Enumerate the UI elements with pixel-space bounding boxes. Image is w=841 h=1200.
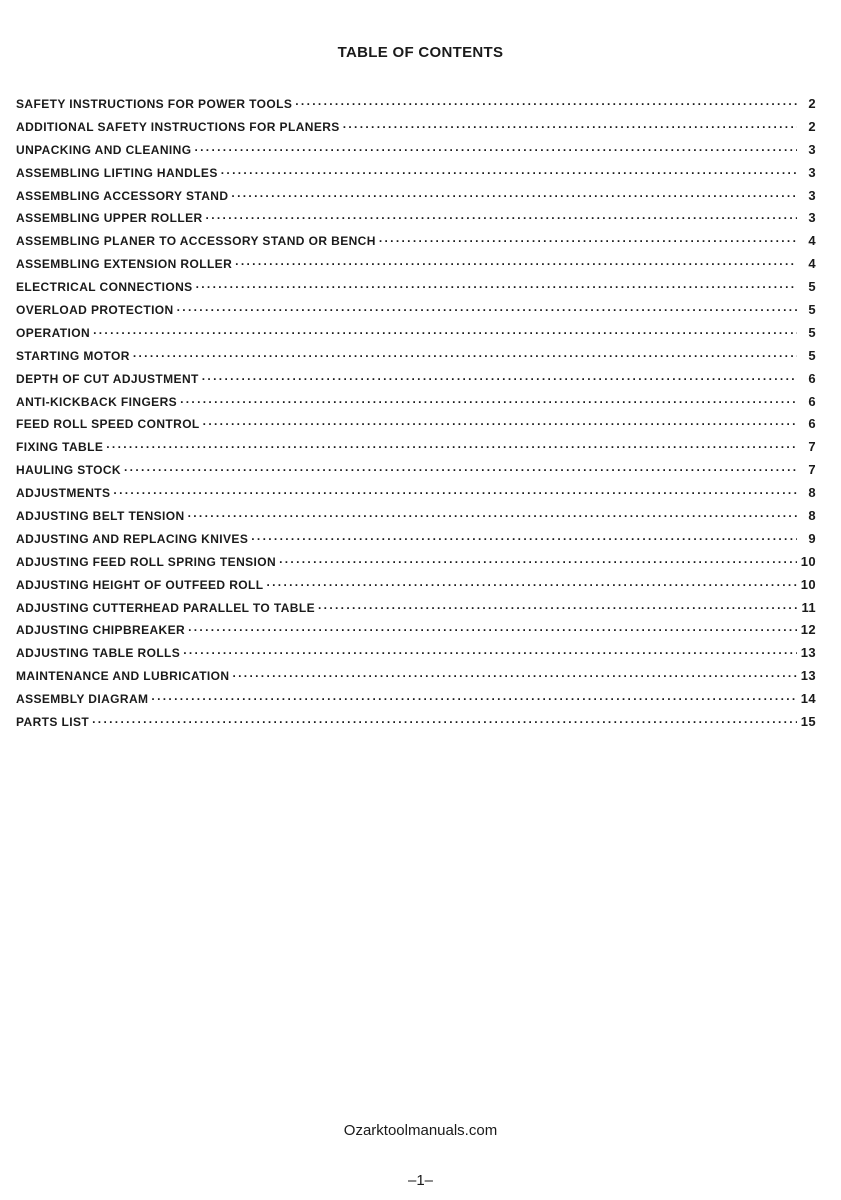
toc-entry-label: ADJUSTING TABLE ROLLS: [16, 646, 181, 661]
dot-leader: [202, 371, 797, 383]
dot-leader: [279, 554, 797, 566]
toc-entry: [16, 188, 816, 211]
toc-entry-label: OVERLOAD PROTECTION: [16, 303, 174, 318]
toc-entry-label: ASSEMBLY DIAGRAM: [16, 692, 149, 707]
dot-leader: [196, 279, 797, 291]
toc-entry-label: ANTI-KICKBACK FINGERS: [16, 394, 178, 409]
toc-entry-label: ADJUSTING BELT TENSION: [16, 509, 185, 524]
toc-entry-label: UNPACKING AND CLEANING: [16, 142, 192, 157]
toc-entry-page: 3: [808, 210, 816, 226]
toc-entry: [16, 645, 816, 668]
toc-entry-page: 6: [808, 416, 816, 432]
toc-entry-page: 2: [808, 118, 816, 134]
toc-entry-label: ADJUSTING FEED ROLL SPRING TENSION: [16, 554, 277, 569]
toc-entry-label: SAFETY INSTRUCTIONS FOR POWER TOOLS: [16, 97, 293, 111]
dot-leader: [188, 622, 797, 634]
toc-entry-label: ASSEMBLING ACCESSORY STAND: [16, 188, 229, 203]
toc-entry-label: ADJUSTING CHIPBREAKER: [16, 623, 186, 638]
toc-entry: [16, 462, 816, 485]
toc-entry-page: 7: [808, 462, 816, 478]
toc-entry-page: 4: [808, 256, 816, 272]
toc-entry: [16, 142, 816, 165]
dot-leader: [92, 714, 797, 726]
dot-leader: [177, 302, 797, 314]
toc-entry-page: 3: [808, 164, 816, 180]
toc-entry-page: 13: [800, 645, 816, 661]
toc-entry: [16, 371, 816, 394]
toc-entry-page: 8: [808, 508, 816, 524]
toc-entry-page: 9: [808, 530, 816, 546]
dot-leader: [124, 462, 797, 474]
toc-entry-page: 5: [808, 302, 816, 318]
toc-entry: [16, 554, 816, 577]
toc-entry-label: ADJUSTING CUTTERHEAD PARALLEL TO TABLE: [16, 600, 315, 615]
toc-entry-label: FIXING TABLE: [16, 440, 104, 455]
toc-entry: [16, 302, 816, 325]
toc-entry: [16, 622, 816, 645]
toc-entry: [16, 96, 816, 119]
toc-entry-label: ASSEMBLING PLANER TO ACCESSORY STAND OR BENCH: [16, 234, 376, 249]
toc-entry-label: ADJUSTING HEIGHT OF OUTFEED ROLL: [16, 577, 264, 592]
dot-leader: [232, 668, 797, 680]
dot-leader: [206, 210, 797, 222]
toc-entry-label: STARTING MOTOR: [16, 348, 130, 363]
dot-leader: [251, 531, 797, 543]
toc-entry: [16, 691, 816, 714]
toc-entry-page: 6: [808, 393, 816, 409]
toc-entry-page: 3: [808, 187, 816, 203]
toc-entry-page: 5: [808, 279, 816, 295]
dot-leader: [203, 416, 797, 428]
toc-entry-label: MAINTENANCE AND LUBRICATION: [16, 669, 230, 684]
toc-entry-page: 5: [808, 324, 816, 340]
toc-entry-page: 6: [808, 370, 816, 386]
dot-leader: [151, 691, 797, 703]
dot-leader: [180, 394, 797, 406]
dot-leader: [133, 348, 797, 360]
dot-leader: [194, 142, 797, 154]
toc-entry: [16, 165, 816, 188]
toc-entry: [16, 485, 816, 508]
dot-leader: [379, 233, 797, 245]
toc-entry-label: FEED ROLL SPEED CONTROL: [16, 417, 200, 432]
toc-entry-page: 11: [801, 599, 816, 615]
toc-entry: [16, 714, 816, 737]
toc-entry-page: 10: [800, 576, 816, 592]
toc-entry-page: 13: [800, 668, 816, 684]
toc-entry-page: 10: [800, 553, 816, 569]
toc-entry: [16, 233, 816, 256]
toc-entry-page: 14: [800, 691, 816, 707]
dot-leader: [183, 645, 797, 657]
dot-leader: [188, 508, 797, 520]
toc-entry-label: ASSEMBLING UPPER ROLLER: [16, 211, 203, 226]
toc-entry-label: DEPTH OF CUT ADJUSTMENT: [16, 371, 199, 386]
dot-leader: [235, 256, 797, 268]
toc-entry-page: 7: [808, 439, 816, 455]
toc-entry-label: ELECTRICAL CONNECTIONS: [16, 280, 193, 295]
toc-entry: [16, 577, 816, 600]
toc-entry-label: ASSEMBLING LIFTING HANDLES: [16, 165, 218, 180]
dot-leader: [221, 165, 797, 177]
toc-entry-page: 2: [808, 96, 816, 111]
toc-entry-label: OPERATION: [16, 325, 91, 340]
toc-entry: [16, 348, 816, 371]
toc-entry-label: ADJUSTMENTS: [16, 486, 111, 501]
dot-leader: [295, 96, 797, 108]
footer-page-number: –1–: [407, 1172, 434, 1189]
toc-entry: [16, 325, 816, 348]
toc-entry-label: ADJUSTING AND REPLACING KNIVES: [16, 531, 249, 546]
page-title: TABLE OF CONTENTS: [337, 44, 504, 61]
toc-entry: [16, 210, 816, 233]
dot-leader: [106, 439, 797, 451]
toc-entry: [16, 600, 816, 623]
toc-entry: [16, 256, 816, 279]
toc-entry-page: 5: [808, 347, 816, 363]
table-of-contents: [16, 96, 816, 737]
toc-entry: [16, 439, 816, 462]
toc-entry: [16, 668, 816, 691]
toc-entry: [16, 508, 816, 531]
dot-leader: [318, 600, 797, 612]
toc-entry-page: 8: [808, 485, 816, 501]
toc-entry-page: 3: [808, 141, 816, 157]
dot-leader: [113, 485, 797, 497]
dot-leader: [93, 325, 797, 337]
toc-entry-page: 12: [800, 622, 816, 638]
toc-entry: [16, 531, 816, 554]
footer-website: Ozarktoolmanuals.com: [343, 1122, 498, 1139]
toc-entry-label: PARTS LIST: [16, 715, 90, 730]
toc-entry-page: 4: [808, 233, 816, 249]
toc-entry: [16, 394, 816, 417]
toc-entry: [16, 279, 816, 302]
dot-leader: [266, 577, 797, 589]
toc-entry: [16, 119, 816, 142]
toc-entry: [16, 416, 816, 439]
toc-entry-label: HAULING STOCK: [16, 463, 121, 478]
toc-entry-page: 15: [800, 714, 816, 730]
dot-leader: [231, 188, 797, 200]
toc-entry-label: ADDITIONAL SAFETY INSTRUCTIONS FOR PLANERS: [16, 119, 340, 134]
dot-leader: [343, 119, 797, 131]
toc-entry-label: ASSEMBLING EXTENSION ROLLER: [16, 257, 233, 272]
